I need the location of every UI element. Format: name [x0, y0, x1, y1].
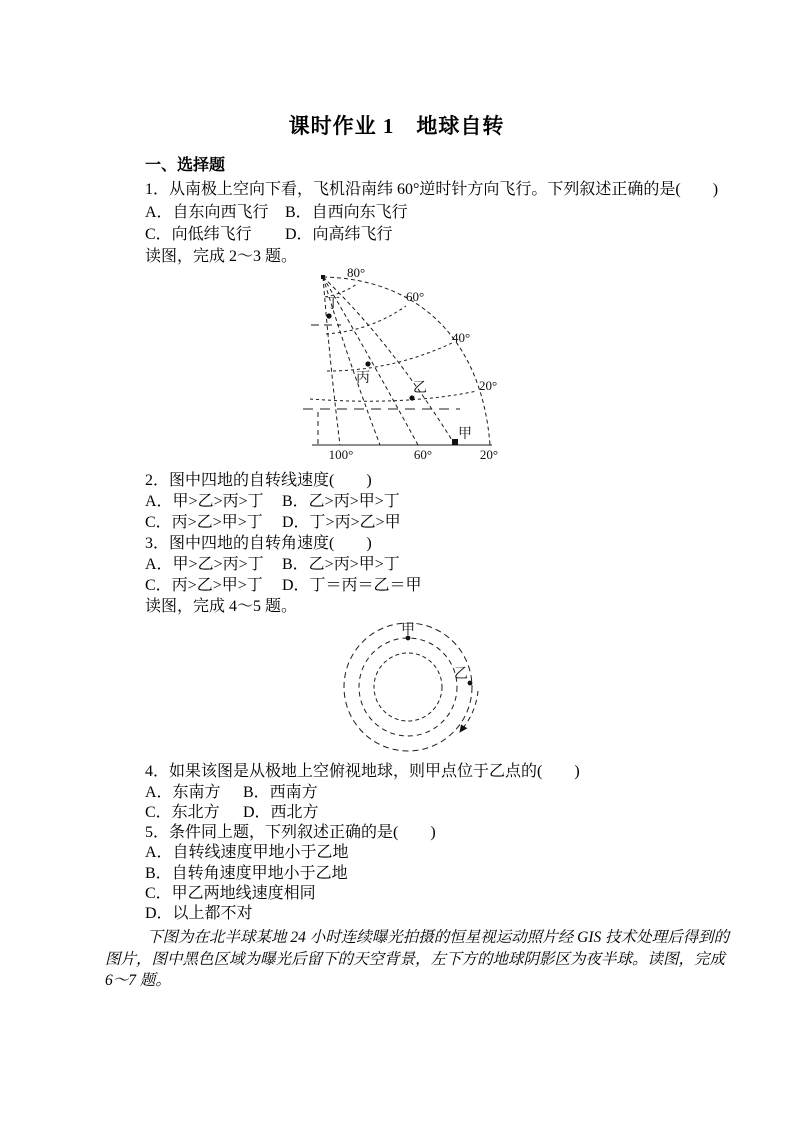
- option-5d: D．以上都不对: [145, 905, 253, 922]
- option-1d: D．向高纬飞行: [285, 226, 393, 243]
- option-2d: D．丁>丙>乙>甲: [282, 514, 401, 531]
- intro-6-7-line2: 图片，图中黑色区域为曝光后留下的天空背景，左下方的地球阴影区为夜半球。读图，完成: [105, 951, 726, 968]
- section-heading: 一、选择题: [145, 157, 226, 174]
- option-4c: C．东北方: [145, 804, 220, 821]
- point-bing: [365, 361, 370, 366]
- question-2-options-row1: [145, 492, 400, 512]
- outer-circle: [344, 623, 472, 751]
- latitude-arc-80: [325, 284, 357, 297]
- question-1-stem: 1．从南极上空向下看，飞机沿南纬 60°逆时针方向飞行。下列叙述正确的是( ): [145, 181, 719, 198]
- label-lat-20: 20°: [479, 378, 498, 393]
- question-4-options-row1: [145, 783, 318, 803]
- label-point-yi: 乙: [413, 381, 427, 396]
- option-1b: B．自西向东飞行: [285, 204, 408, 221]
- option-5a: A．自转线速度甲地小于乙地: [145, 844, 349, 861]
- page-title: 课时作业 1 地球自转: [288, 114, 505, 138]
- intro-6-7-line3: 6～7 题。: [105, 972, 171, 989]
- label-point-jia: 甲: [401, 623, 415, 638]
- option-5c: C．甲乙两地线速度相同: [145, 885, 316, 902]
- option-5b: B．自转角速度甲地小于乙地: [145, 865, 348, 882]
- option-3b: B．乙>丙>甲>丁: [282, 556, 400, 573]
- label-point-bing: 丙: [356, 371, 370, 386]
- point-yi: [468, 681, 473, 686]
- question-3-options-row2: [145, 576, 422, 596]
- option-4b: B．西南方: [243, 784, 318, 801]
- label-lon-60: 60°: [413, 447, 433, 462]
- option-4d: D．西北方: [243, 804, 319, 821]
- label-lon-20: 20°: [479, 447, 499, 462]
- figure-concentric-circles: [333, 615, 495, 761]
- figure-latitude-grid: [295, 258, 547, 470]
- label-lat-60: 60°: [406, 289, 425, 304]
- option-2c: C．丙>乙>甲>丁: [145, 514, 263, 531]
- read-figure-4-5: 读图，完成 4～5 题。: [145, 598, 298, 615]
- question-4-stem: 4．如果该图是从极地上空俯视地球，则甲点位于乙点的( ): [145, 763, 580, 780]
- label-lat-80: 80°: [347, 265, 366, 280]
- label-lat-40: 40°: [452, 330, 471, 345]
- question-3-options-row1: [145, 555, 400, 575]
- question-5-stem: 5．条件同上题，下列叙述正确的是( ): [145, 824, 436, 841]
- question-3-stem: 3．图中四地的自转角速度( ): [145, 535, 372, 552]
- rotation-arrowhead: [459, 725, 467, 733]
- intro-6-7-line1: 下图为在北半球某地 24 小时连续曝光拍摄的恒星视运动照片经 GIS 技术处理后得到的: [147, 929, 730, 946]
- label-lon-100: 100°: [328, 447, 354, 462]
- option-3c: C．丙>乙>甲>丁: [145, 577, 263, 594]
- question-4-options-row2: [145, 803, 319, 823]
- point-yi: [409, 395, 414, 400]
- meridian-40: [323, 277, 455, 445]
- option-4a: A．东南方: [145, 784, 221, 801]
- question-1-options-row1: [145, 203, 408, 223]
- option-3d: D．丁＝丙＝乙＝甲: [282, 577, 422, 594]
- question-2-options-row2: [145, 513, 401, 533]
- label-point-jia: 甲: [458, 427, 472, 442]
- option-1c: C．向低纬飞行: [145, 226, 252, 243]
- inner-circle: [374, 653, 442, 721]
- question-1-options-row2: [145, 225, 393, 245]
- point-ding: [326, 313, 331, 318]
- rotation-arrow-arc: [463, 691, 478, 728]
- option-1a: A．自东向西飞行: [145, 204, 269, 221]
- option-3a: A．甲>乙>丙>丁: [145, 556, 264, 573]
- label-point-ding: 丁: [326, 297, 340, 312]
- option-2a: A．甲>乙>丙>丁: [145, 493, 264, 510]
- option-2b: B．乙>丙>甲>丁: [282, 493, 400, 510]
- label-point-yi: 乙: [454, 667, 468, 682]
- read-figure-2-3: 读图，完成 2～3 题。: [145, 248, 298, 265]
- question-2-stem: 2．图中四地的自转线速度( ): [145, 472, 372, 489]
